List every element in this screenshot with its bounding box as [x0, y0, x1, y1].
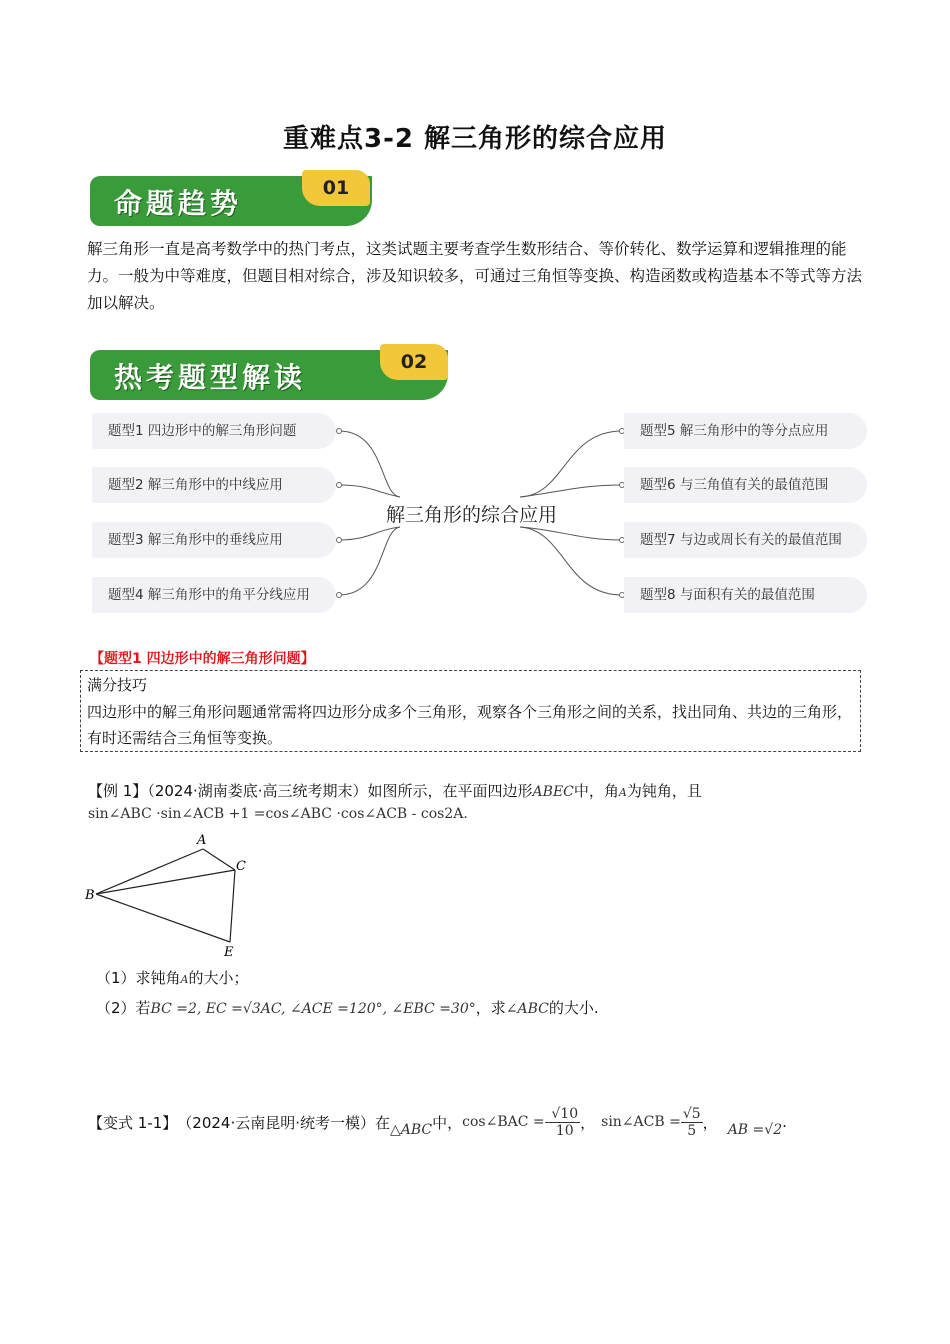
tip-box: [80, 670, 861, 752]
ab-value: AB =√2: [727, 1122, 783, 1138]
banner-text: 热考题型解读: [114, 361, 307, 394]
cos-denominator: 10: [555, 1122, 574, 1139]
cos-numerator: √10: [551, 1105, 579, 1122]
mindmap-center: 解三角形的综合应用: [386, 504, 558, 526]
example-source: （2024·湖南娄底·高三统考期末）: [147, 782, 368, 800]
page-title: 重难点3-2 解三角形的综合应用: [282, 124, 668, 154]
q1-text: 的大小；: [188, 969, 249, 987]
sin-expression: sin∠ACB =: [601, 1114, 681, 1130]
example1-line1: [88, 780, 702, 801]
q2-text: 的大小.: [548, 999, 599, 1017]
quad-name: ABEC: [532, 784, 574, 800]
label-e: E: [224, 945, 234, 960]
sin-fraction: [681, 1106, 703, 1139]
period: .: [463, 806, 468, 822]
variant-tag: 【变式 1-1】: [88, 1113, 178, 1132]
tip-text: 四边形中的解三角形问题通常需将四边形分成多个三角形，观察各个三角形之间的关系，找出同角、共边的三角形，有时还需结合三角恒等变换。: [87, 703, 853, 747]
sin-denominator: 5: [687, 1122, 697, 1139]
sin-numerator: √5: [682, 1105, 701, 1122]
variant-text: 中，: [432, 1113, 463, 1132]
separator: ，: [580, 1113, 596, 1132]
topic-card-3[interactable]: 题型3 解三角形中的垂线应用: [92, 522, 336, 558]
banner-text: 命题趋势: [114, 187, 243, 220]
topic-card-7[interactable]: 题型7 与边或周长有关的最值范围: [624, 522, 867, 558]
q2-target: ∠ABC: [505, 1001, 549, 1017]
topic-card-4[interactable]: 题型4 解三角形中的角平分线应用: [92, 577, 336, 613]
example-text: 为钝角，且: [626, 782, 702, 800]
variant-source: （2024·云南昆明·统考一模）在: [177, 1113, 390, 1132]
intro-paragraph: 解三角形一直是高考数学中的热门考点，这类试题主要考查学生数形结合、等价转化、数学运算和逻辑推理的能力。一般为中等难度，但题目相对综合，涉及知识较多，可通过三角恒等变换、构造函数或构造基本不等式等方法加以解决。: [87, 240, 863, 312]
q1-angle: A: [180, 973, 189, 986]
topic-card-8[interactable]: 题型8 与面积有关的最值范围: [624, 577, 867, 613]
q2-condition: BC =2, EC =√3AC, ∠ACE =120°, ∠EBC =30°: [150, 1001, 476, 1017]
example1-formula: [88, 806, 468, 822]
q2-text: （2）若: [96, 999, 151, 1017]
cos-expression: cos∠BAC =-: [462, 1114, 550, 1130]
example-text: 中，角: [573, 782, 619, 800]
topic-card-2[interactable]: 题型2 解三角形中的中线应用: [92, 467, 336, 503]
period: .: [782, 1113, 787, 1131]
formula: sin∠ABC ·sin∠ACB +1 =cos∠ABC ·cos∠ACB - cos2A: [88, 806, 464, 822]
topic-card-1[interactable]: 题型1 四边形中的解三角形问题: [92, 413, 336, 449]
question-1: [96, 967, 249, 988]
variant1-line: [88, 1098, 787, 1146]
label-b: B: [85, 888, 95, 903]
tip-title: 满分技巧: [87, 676, 148, 694]
section-heading: 【题型1 四边形中的解三角形问题】: [90, 651, 315, 667]
banner-number: 01: [302, 170, 370, 206]
angle-name: A: [618, 786, 627, 799]
quadrilateral-figure: [80, 826, 270, 966]
q1-text: （1）求钝角: [96, 969, 181, 987]
separator: ，: [702, 1113, 718, 1132]
question-2: [96, 997, 599, 1018]
banner-number: 02: [380, 344, 448, 380]
label-c: C: [236, 859, 246, 874]
q2-text: ，求: [475, 999, 506, 1017]
label-a: A: [197, 833, 207, 848]
topic-card-6[interactable]: 题型6 与三角值有关的最值范围: [624, 467, 867, 503]
triangle-name: △ABC: [390, 1122, 433, 1138]
example-text: 如图所示，在平面四边形: [367, 782, 533, 800]
cos-fraction: [549, 1106, 580, 1139]
example-tag: 【例 1】: [88, 782, 148, 800]
topic-card-5[interactable]: 题型5 解三角形中的等分点应用: [624, 413, 867, 449]
